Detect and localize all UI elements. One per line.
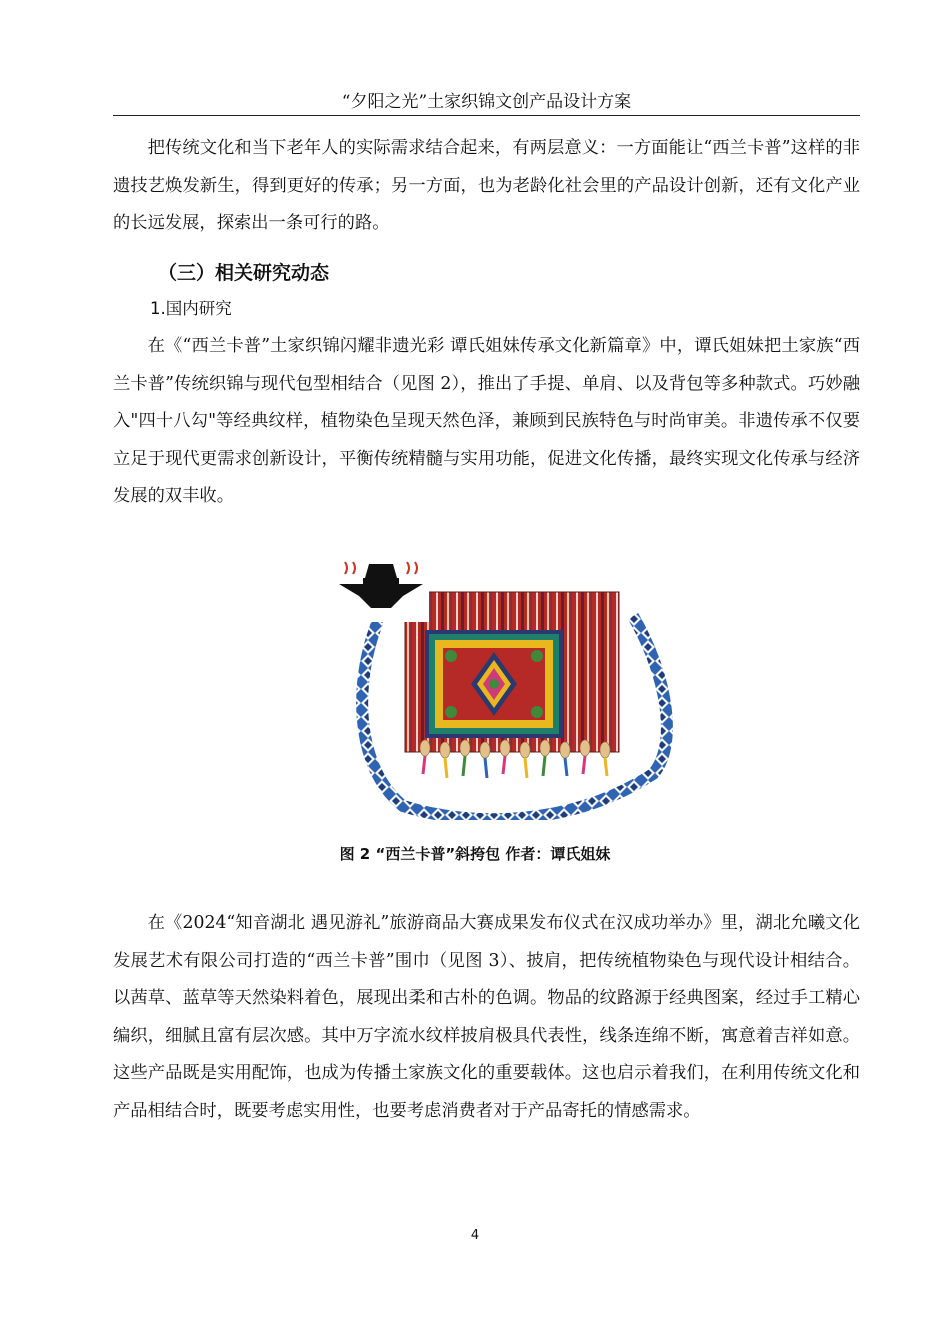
section-heading: （三）相关研究动态	[158, 262, 330, 284]
page-number: 4	[470, 1228, 480, 1243]
paragraph-intro: 把传统文化和当下老年人的实际需求结合起来，有两层意义：一方面能让“西兰卡普”这样的非遗技艺焕发新生，得到更好的传承；另一方面，也为老龄化社会里的产品设计创新，还有文化产业的长远发展，探索出一条可行的路。	[113, 138, 860, 234]
header-rule	[113, 115, 860, 116]
subsection-heading: 1.国内研究	[150, 299, 232, 318]
figure-2	[333, 556, 685, 820]
figure-caption: 图 2 “西兰卡普”斜挎包 作者：谭氏姐妹	[339, 845, 611, 863]
running-header: “夕阳之光”土家织锦文创产品设计方案	[341, 92, 632, 112]
paragraph-scarf: 在《2024“知音湖北 遇见游礼”旅游商品大赛成果发布仪式在汉成功举办》里，湖北允曦文化发展艺术有限公司打造的“西兰卡普”围巾（见图 3）、披肩，把传统植物染色与现代设计相结合。以茜草、蓝草等天然染料着色，展现出柔和古朴的色调。物品的纹路源于经典图案，经过手工精心编织，细腻且富有层次感。其中万字流水纹样披肩极具代表性，线条连绵不断，寓意着吉祥如意。这些产品既是实用配饰，也成为传播土家族文化的重要载体。这也启示着我们，在利用传统文化和产品相结合时，既要考虑实用性，也要考虑消费者对于产品寄托的情感需求。	[113, 913, 860, 1121]
bag-image	[333, 556, 685, 820]
paragraph-domestic-research: 在《“西兰卡普”土家织锦闪耀非遗光彩 谭氏姐妹传承文化新篇章》中，谭氏姐妹把土家族“西兰卡普”传统织锦与现代包型相结合（见图 2），推出了手提、单肩、以及背包等多种款式。巧妙融入"四十八勾"等经典纹样，植物染色呈现天然色泽，兼顾到民族特色与时尚审美。非遗传承不仅要立足于现代更需求创新设计，平衡传统精髓与实用功能，促进文化传播，最终实现文化传承与经济发展的双丰收。	[113, 336, 860, 507]
logo-icon	[333, 556, 429, 622]
